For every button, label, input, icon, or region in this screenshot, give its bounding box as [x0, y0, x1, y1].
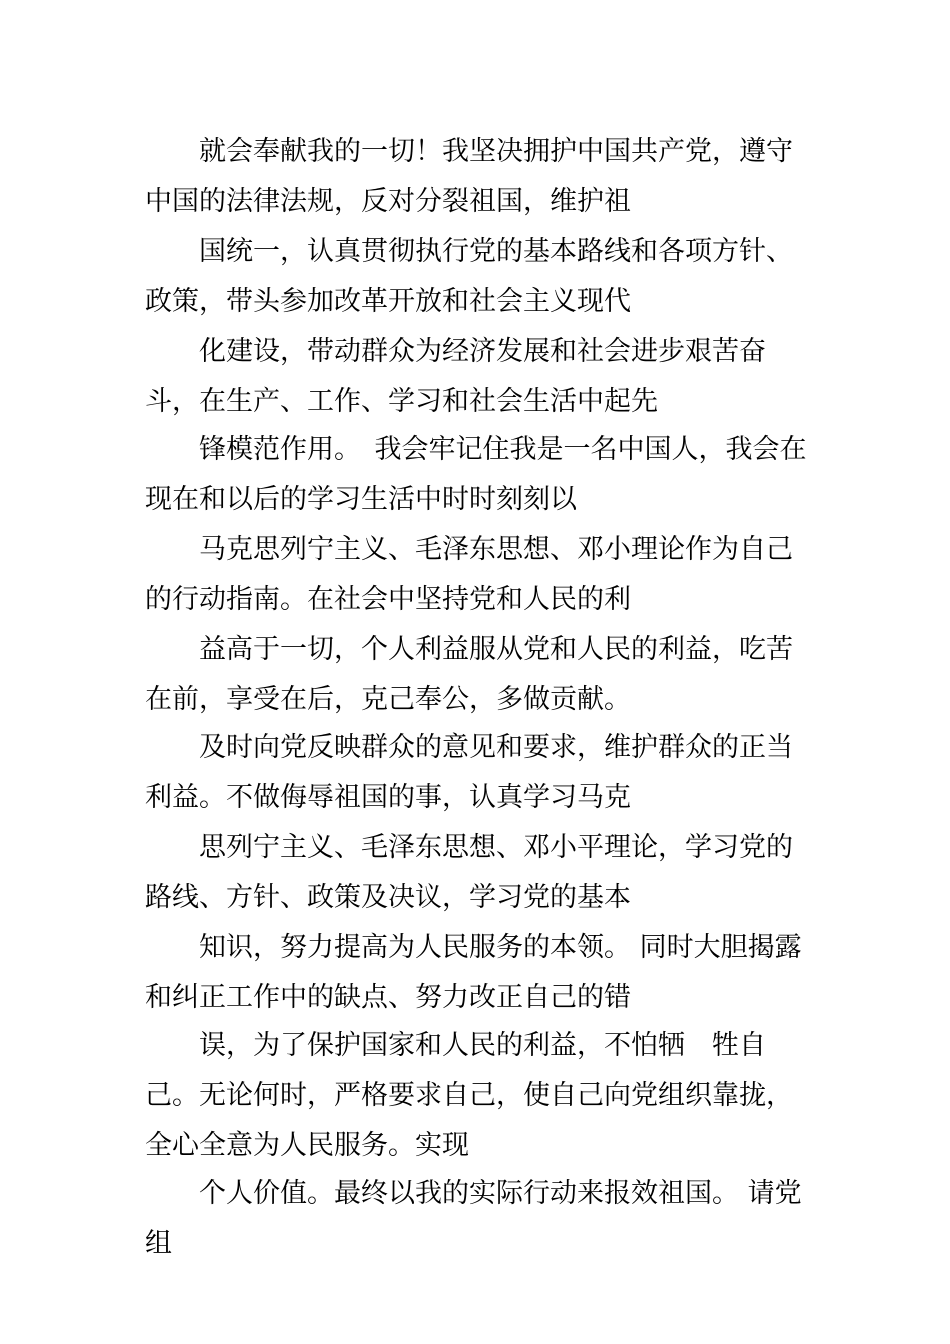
paragraph-5: 马克思列宁主义、毛泽东思想、邓小理论作为自己的行动指南。在社会中坚持党和人民的利 [145, 534, 793, 615]
paragraph-9: 知识，努力提高为人民服务的本领。 同时大胆揭露和纠正工作中的缺点、努力改正自己的错 [145, 932, 802, 1013]
paragraph-3: 化建设，带动群众为经济发展和社会进步艰苦奋斗，在生产、工作、学习和社会生活中起先 [145, 336, 766, 417]
paragraph-1: 就会奉献我的一切！我坚决拥护中国共产党，遵守中国的法律法规，反对分裂祖国，维护祖 [145, 136, 793, 217]
paragraph-6: 益高于一切，个人利益服从党和人民的利益，吃苦在前，享受在后，克己奉公，多做贡献。 [145, 634, 793, 715]
paragraph-4: 锋模范作用。 我会牢记住我是一名中国人，我会在现在和以后的学习生活中时时刻刻以 [145, 434, 807, 515]
paragraph-11: 个人价值。最终以我的实际行动来报效祖国。 请党组 [145, 1178, 802, 1259]
paragraph-2: 国统一，认真贯彻执行党的基本路线和各项方针、政策，带头参加改革开放和社会主义现代 [145, 236, 793, 317]
paragraph-10: 误，为了保护国家和人民的利益，不怕牺 牲自己。无论何时，严格要求自己，使自己向党组织靠拢，全心全意为人民服务。实现 [145, 1030, 793, 1161]
paragraph-8: 思列宁主义、毛泽东思想、邓小平理论，学习党的路线、方针、政策及决议，学习党的基本 [145, 832, 793, 913]
paragraph-7: 及时向党反映群众的意见和要求，维护群众的正当利益。不做侮辱祖国的事，认真学习马克 [145, 732, 793, 813]
